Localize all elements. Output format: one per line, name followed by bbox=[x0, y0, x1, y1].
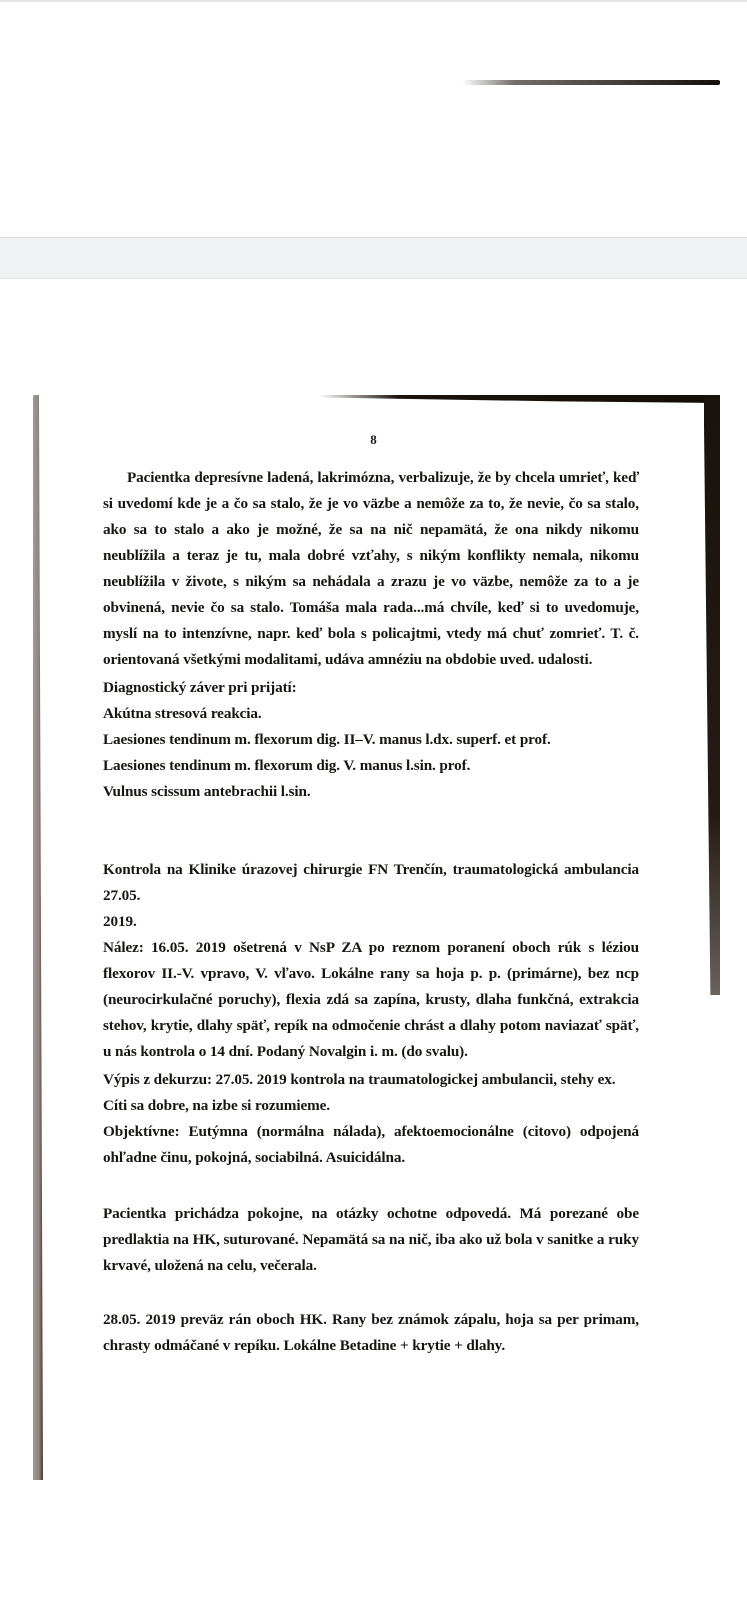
arrival-paragraph bbox=[103, 1201, 639, 1279]
control-line-2: 2019. bbox=[103, 913, 137, 930]
diagnosis-item: Vulnus scissum antebrachii l.sin. bbox=[103, 783, 311, 800]
page-number: 8 bbox=[370, 432, 377, 447]
paragraph-patient-state bbox=[103, 465, 639, 673]
control-block bbox=[103, 857, 639, 1065]
control-line-1: Kontrola na Klinike úrazovej chirurgie FN Trenčín, traumatologická ambulancia 27.05. bbox=[103, 861, 639, 904]
previous-page-edge-shadow bbox=[462, 80, 720, 85]
diagnosis-item: Laesiones tendinum m. flexorum dig. II–V. manus l.dx. superf. et prof. bbox=[103, 731, 551, 748]
patient-state-text: Pacientka depresívne ladená, lakrimózna, verbalizuje, že by chcela umrieť, keď si uvedomí kde je a čo sa stalo, že je vo väzbe a nemôže za to, že nevie, čo sa stalo, ako sa to stalo a ako je možné, že sa na nič nepamätá, že ona nikdy nikomu neublížila a teraz je tu, mala dobré vzťahy, s nikým konflikty nemala, nikomu neublížila v živote, s nikým sa nehádala a zrazu je vo väzbe, nemôže za to a je obvinená, nevie čo sa stalo. Tomáša mala rada...má chvíle, keď si to uvedomuje, myslí na to intenzívne, napr. keď bola s policajtmi, vtedy má chuť zomrieť. T. č. orientovaná všetkými modalitami, udáva amnéziu na obdobie uved. udalosti. bbox=[103, 469, 639, 668]
diagnosis-item: Laesiones tendinum m. flexorum dig. V. manus l.sin. prof. bbox=[103, 757, 471, 774]
arrival-text: Pacientka prichádza pokojne, na otázky ochotne odpovedá. Má porezané obe predlaktia na HK, suturované. Nepamätá sa na nič, iba ako už bola v sanitke a ruky krvavé, uložená na celu, večerala. bbox=[103, 1205, 639, 1274]
decursus-line-2: Cíti sa dobre, na izbe si rozumieme. bbox=[103, 1097, 331, 1114]
diagnosis-heading: Diagnostický záver pri prijatí: bbox=[103, 679, 297, 696]
scanned-document-page bbox=[0, 395, 747, 1495]
page-separator bbox=[0, 237, 747, 279]
diagnosis-item: Akútna stresová reakcia. bbox=[103, 705, 262, 722]
page-top-edge-shadow bbox=[318, 395, 720, 403]
diagnosis-block bbox=[103, 675, 639, 805]
page-left-edge-shadow bbox=[33, 395, 43, 1480]
control-finding: Nález: 16.05. 2019 ošetrená v NsP ZA po reznom poranení oboch rúk s léziou flexorov II.-V. vpravo, V. vľavo. Lokálne rany sa hoja p. p. (primárne), bez ncp (neurocirkulačné poruchy), flexia zdá sa zapína, krusty, dlaha funkčná, extrakcia stehov, krytie, dlahy späť, repík na odmočenie chrást a dlahy potom naviazať späť, u nás kontrola o 14 dní. Podaný Novalgin i. m. (do svalu). bbox=[103, 939, 639, 1060]
page-right-edge-shadow bbox=[704, 395, 720, 995]
dressing-paragraph bbox=[103, 1307, 639, 1359]
decursus-line-1: Výpis z dekurzu: 27.05. 2019 kontrola na traumatologickej ambulancii, stehy ex. bbox=[103, 1071, 616, 1088]
viewer-top-edge bbox=[0, 0, 747, 2]
decursus-block bbox=[103, 1067, 639, 1171]
decursus-line-3: Objektívne: Eutýmna (normálna nálada), afektoemocionálne (citovo) odpojená ohľadne činu, pokojná, sociabilná. Asuicidálna. bbox=[103, 1123, 639, 1166]
dressing-text: 28.05. 2019 preväz rán oboch HK. Rany bez známok zápalu, hoja sa per primam, chrasty odmáčané v repíku. Lokálne Betadine + krytie + dlahy. bbox=[103, 1311, 639, 1354]
